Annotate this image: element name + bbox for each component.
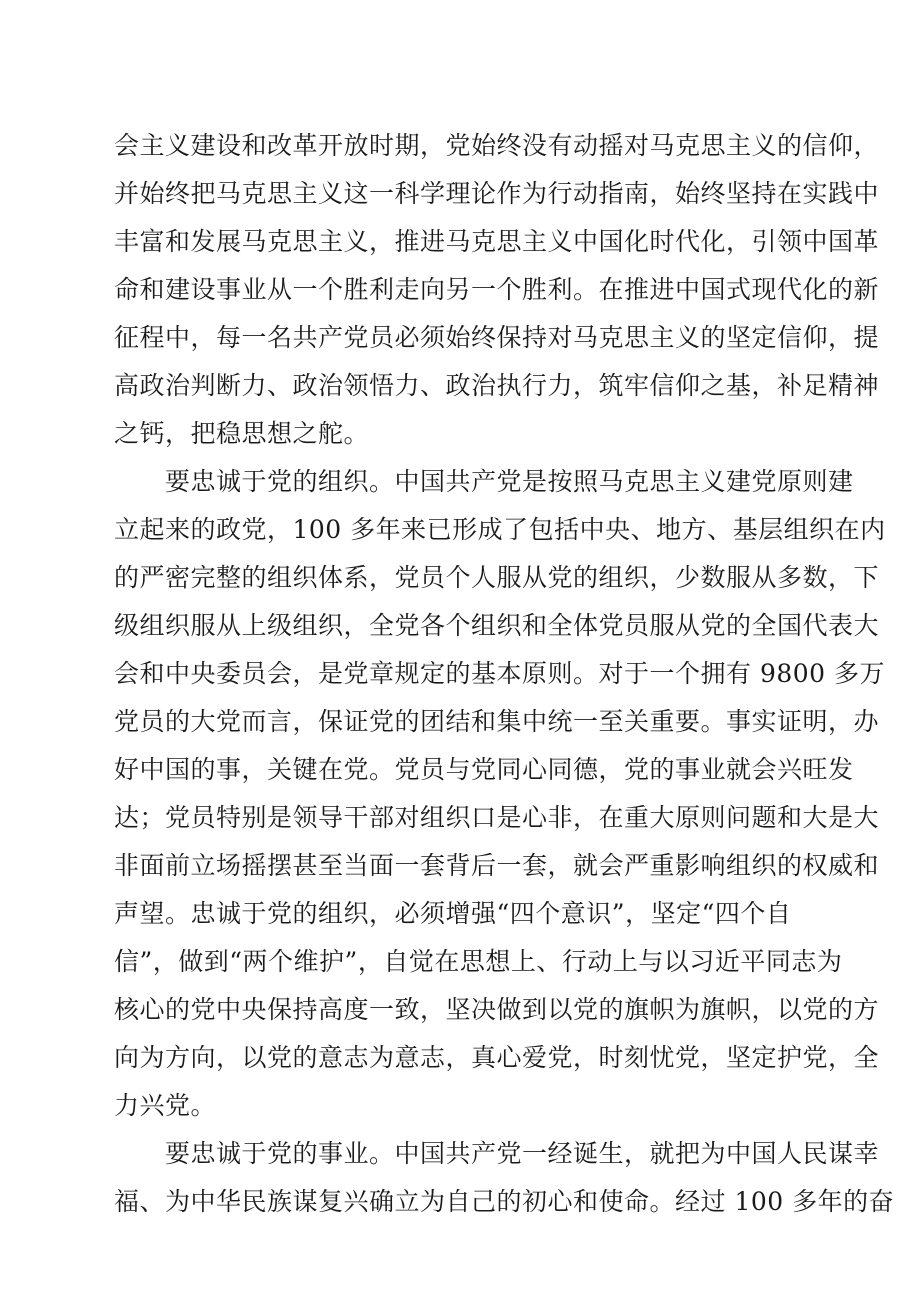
text-line: 征程中，每一名共产党员必须始终保持对马克思主义的坚定信仰，提	[114, 323, 880, 352]
text-line: 达；党员特别是领导干部对组织口是心非，在重大原则问题和大是大	[114, 803, 880, 832]
text-line: 会和中央委员会，是党章规定的基本原则。对于一个拥有 9800 多万	[114, 659, 886, 688]
text-line: 福、为中华民族谋复兴确立为自己的初心和使命。经过 100 多年的奋	[114, 1187, 895, 1216]
text-line: 命和建设事业从一个胜利走向另一个胜利。在推进中国式现代化的新	[114, 275, 880, 304]
text-line: 级组织服从上级组织，全党各个组织和全体党员服从党的全国代表大	[114, 611, 880, 640]
text-line: 向为方向，以党的意志为意志，真心爱党，时刻忧党，坚定护党，全	[114, 1043, 880, 1072]
text-line: 核心的党中央保持高度一致，坚决做到以党的旗帜为旗帜，以党的方	[114, 995, 880, 1024]
text-line: 丰富和发展马克思主义，推进马克思主义中国化时代化，引领中国革	[114, 227, 880, 256]
text-line: 立起来的政党，100 多年来已形成了包括中央、地方、基层组织在内	[114, 515, 886, 544]
text-line: 并始终把马克思主义这一科学理论作为行动指南，始终坚持在实践中	[114, 179, 880, 208]
text-line: 党员的大党而言，保证党的团结和集中统一至关重要。事实证明，办	[114, 707, 880, 736]
text-line: 高政治判断力、政治领悟力、政治执行力，筑牢信仰之基，补足精神	[114, 371, 880, 400]
text-line: 力兴党。	[114, 1091, 217, 1120]
text-line: 的严密完整的组织体系，党员个人服从党的组织，少数服从多数，下	[114, 563, 880, 592]
text-line: 会主义建设和改革开放时期，党始终没有动摇对马克思主义的信仰，	[114, 131, 880, 160]
text-line: 之钙，把稳思想之舵。	[114, 419, 370, 448]
text-line: 好中国的事，关键在党。党员与党同心同德，党的事业就会兴旺发	[114, 755, 854, 784]
paragraph-start-line: 要忠诚于党的事业。中国共产党一经诞生，就把为中国人民谋幸	[114, 1139, 880, 1168]
text-line: 信”，做到“两个维护”，自觉在思想上、行动上与以习近平同志为	[114, 947, 843, 976]
body-text	[114, 122, 895, 1226]
text-line: 非面前立场摇摆甚至当面一套背后一套，就会严重影响组织的权威和	[114, 851, 880, 880]
text-line: 声望。忠诚于党的组织，必须增强“四个意识”，坚定“四个自	[114, 899, 792, 928]
paragraph-start-line: 要忠诚于党的组织。中国共产党是按照马克思主义建党原则建	[114, 467, 854, 496]
